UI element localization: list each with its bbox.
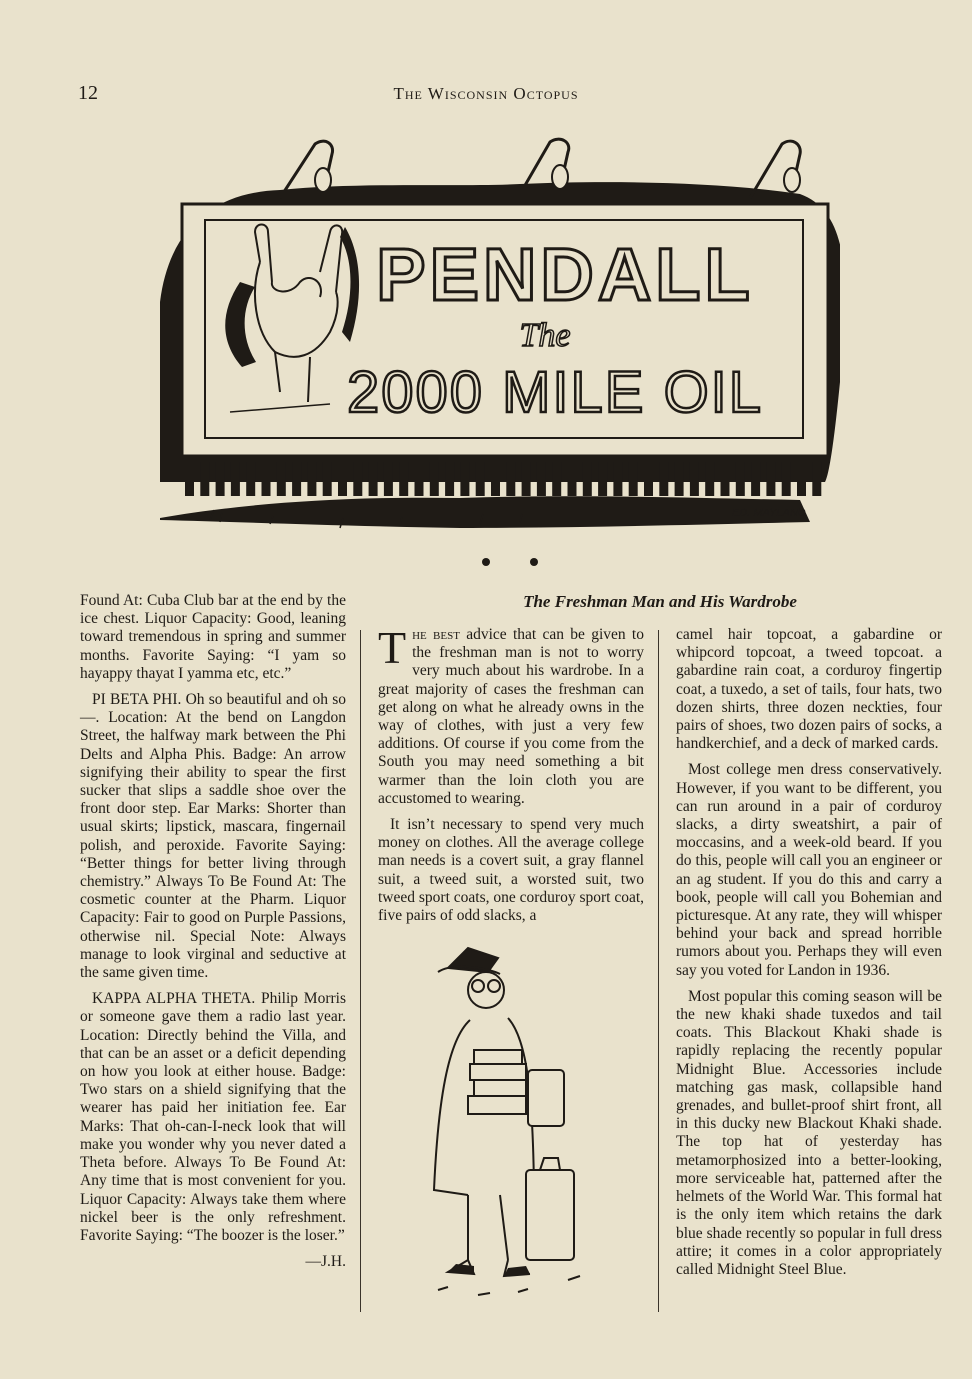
paragraph-kappa-alpha-theta: KAPPA ALPHA THETA. Philip Morris or someone gave them a radio last year. Location: Directly behind the Villa, and that can be an asset or a deficit depending on how you look at either house. Badge: Two stars on a shield signifying that the wearer has paid her initiation fee. Ear Marks: That oh-can-I-neck look that will make you wonder why you never dated a Theta before. Always To Be Found At: Any time that is most convenient for you. Liquor Capacity: Always take them where nickel beer is the only refreshment. Favorite Saying: “The boozer is the loser.”	[80, 990, 346, 1244]
stripe	[200, 462, 209, 496]
column-rule-left	[360, 630, 361, 1312]
column-right	[676, 626, 942, 1287]
stripe	[568, 462, 577, 496]
article-title: The Freshman Man and His Wardrobe	[523, 592, 797, 611]
stripe	[522, 462, 531, 496]
stripe	[751, 462, 760, 496]
stripe	[736, 462, 745, 496]
stripe	[277, 462, 286, 496]
stripe	[659, 462, 668, 496]
stripe	[644, 462, 653, 496]
stripe	[216, 462, 225, 496]
stripe	[353, 462, 362, 496]
column-middle	[378, 622, 645, 933]
stripe	[766, 462, 775, 496]
stripe	[262, 462, 271, 496]
article-paragraph-4: Most college men dress conservatively. However, if you want to be different, you can run around in a pair of corduroy slacks, a dirty sweatshirt, a pair of moccasins, and a week-old beard. If you do this, people will call you an engineer or an ag student. If you do this and carry a book, people will call you Bohemian and picturesque. At any rate, they will whisper behind your back and spread horrible rumors about you. Perhaps they will even say you voted for Landon in 1936.	[676, 761, 942, 979]
page-number: 12	[78, 82, 98, 104]
stripe	[430, 462, 439, 496]
running-head: The Wisconsin Octopus	[393, 84, 579, 103]
stripe	[369, 462, 378, 496]
column-rule-right	[658, 630, 659, 1312]
stripe	[583, 462, 592, 496]
stripe	[460, 462, 469, 496]
paragraph-sigma: Found At: Cuba Club bar at the end by the ice chest. Liquor Capacity: Good, leaning toward tremendous in spring and summer months. Favorite Saying: “I yam so hayappy thayat I yamma etc, etc.”	[80, 592, 346, 682]
stripe	[705, 462, 714, 496]
stripe	[690, 462, 699, 496]
stripe	[415, 462, 424, 496]
billboard-brand: PENDALL	[376, 233, 754, 316]
billboard-the: The	[519, 317, 571, 354]
stripe	[338, 462, 347, 496]
stripe	[399, 462, 408, 496]
article-paragraph-5: Most popular this coming season will be the new khaki shade tuxedos and tail coats. This Blackout Khaki shade is rapidly replacing the recently popular Midnight Blue. Accessories include matching gas mask, collapsible hand grenades, and bullet-proof shirt front, all in this ducky new Blackout Khaki shade. The top hat of yesterday has metamorphosized into a better-looking, more serviceable hat, patterned after the helmets of the World War. This formal hat is the only item which retains the dark blue shade recently so popular in full dress attire; it comes in a color appropriately called Midnight Steel Blue.	[676, 987, 942, 1278]
freshman-illustration	[408, 940, 618, 1310]
stripe	[782, 462, 791, 496]
column-left	[80, 592, 346, 1271]
stripe	[598, 462, 607, 496]
stripe	[797, 462, 806, 496]
lead-smallcaps: he best	[412, 626, 460, 643]
stripe	[552, 462, 561, 496]
stripe	[613, 462, 622, 496]
paragraph-pi-beta-phi: PI BETA PHI. Oh so beautiful and oh so—. Location: At the bend on Langdon Street, the halfway mark between the Phi Delts and Alpha Phis. Badge: An arrow signifying their ability to spear the first sucker that slips a saddle shoe over the front door step. Ear Marks: Shorter than usual skirts; lipstick, mascara, fingernail polish, and peroxide. Favorite Saying: “Better things for better living through chemistry.” Always To Be Found At: The cosmetic counter at the Pharm. Liquor Capacity: Fair to good on Purple Passions, otherwise nil. Special Note: Always manage to look virginal and seductive at the same given time.	[80, 691, 346, 982]
divider-dot	[482, 558, 490, 566]
stripe	[384, 462, 393, 496]
stripe	[246, 462, 255, 496]
artist-signature: ED. MAYLAND	[732, 507, 806, 519]
billboard-illustration	[160, 132, 840, 552]
stripe	[506, 462, 515, 496]
billboard-slogan: 2000 MILE OIL	[346, 360, 764, 425]
stripe	[537, 462, 546, 496]
stripe	[491, 462, 500, 496]
article-lead-paragraph	[378, 622, 644, 808]
stripe	[721, 462, 730, 496]
divider-dot	[530, 558, 538, 566]
lead-text: advice that can be given to the freshman man is not to worry very much about his wardrobe. In a great majority of cases the freshman can get along on what he already owns in the way of clothes, with just a very few additions. Of course if you come from the South you may need something a bit warmer than the loin cloth you are accustomed to wearing.	[378, 626, 644, 807]
stripe	[476, 462, 485, 496]
stripe	[292, 462, 301, 496]
stripe	[231, 462, 240, 496]
stripe	[675, 462, 684, 496]
author-signature: —J.H.	[305, 1253, 346, 1271]
stripe	[629, 462, 638, 496]
stripe	[307, 462, 316, 496]
article-paragraph-3: camel hair topcoat, a gabardine or whipcord topcoat, a tweed topcoat. a gabardine rain coat, a corduroy fingertip coat, a tuxedo, a set of tails, four hats, two dozen shirts, three dozen neckties, four pairs of shoes, two dozen pairs of socks, a handkerchief, and a deck of marked cards.	[676, 626, 942, 753]
stripe	[323, 462, 332, 496]
stripe	[445, 462, 454, 496]
article-paragraph-2: It isn’t necessary to spend very much money on clothes. All the average college man needs is a covert suit, a gray flannel suit, a tweed suit, a worsted suit, two tweed sport coats, one corduroy sport coat, five pairs of odd slacks, a	[378, 816, 645, 925]
stripe	[812, 462, 821, 496]
stripe	[185, 462, 194, 496]
billboard-ground	[160, 496, 810, 528]
drop-cap: T	[378, 622, 407, 673]
section-divider	[478, 555, 548, 569]
